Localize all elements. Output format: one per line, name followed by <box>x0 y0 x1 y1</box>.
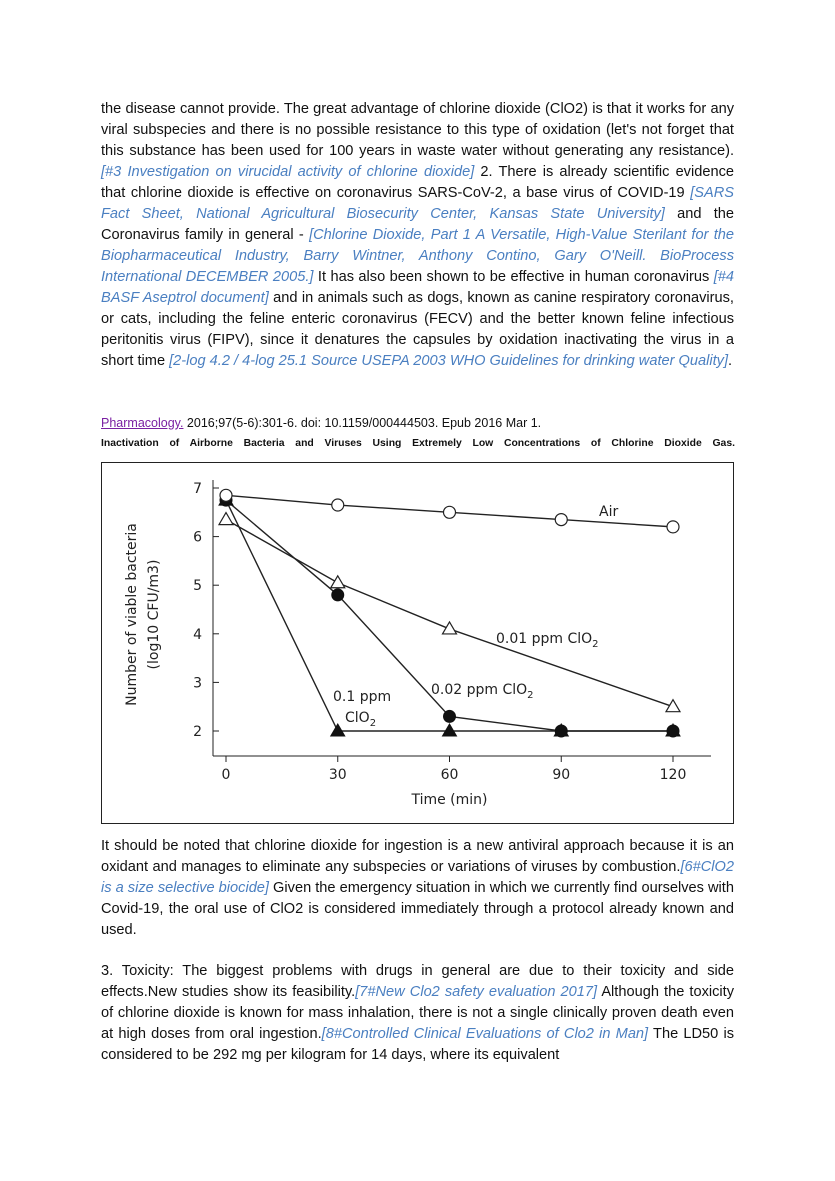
paragraph-toxicity <box>101 961 734 1066</box>
x-tick-label: 0 <box>221 767 231 783</box>
citation-link[interactable]: [7#New Clo2 safety evaluation 2017] <box>355 984 598 1000</box>
text-run: the disease cannot provide. The great advantage of chlorine dioxide (ClO2) is that it works for any viral subspecies and there is no possible resistance to this type of oxidation (let's not forget that this substance has been used for 100 years in waste water without generating any resistance). <box>101 101 734 159</box>
citation-link[interactable]: [Chlorine Dioxide, Part 1 A Versatile, High-Value Sterilant for the Biopharmaceutical Industry, Barry Wintner, Anthony Contino, Gary O'Neill. BioProcess International DECEMBER 2005.] <box>101 227 734 285</box>
data-point-0-02ppm <box>332 589 344 601</box>
text-run: It has also been shown to be effective in human coronavirus <box>313 269 714 285</box>
x-tick-label: 90 <box>552 767 571 783</box>
citation-link[interactable]: [6#ClO2 is a size selective biocide] <box>101 859 734 896</box>
data-point-0-02ppm <box>444 710 456 722</box>
text-run: 3. Toxicity: The biggest problems with drugs in general are due to their toxicity and side effects.New studies show its feasibility. <box>101 963 734 1000</box>
annotation-clo2: ClO$_2$ <box>345 710 377 729</box>
citation-link[interactable]: [8#Controlled Clinical Evaluations of Clo2 in Man] <box>321 1026 649 1042</box>
paragraph-ingestion <box>101 836 734 941</box>
x-tick-label: 120 <box>659 767 687 783</box>
y-axis-units: (log10 CFU/m3) <box>146 559 162 670</box>
data-point-air <box>220 489 232 501</box>
paragraph-chlorine-dioxide-efficacy <box>101 99 734 372</box>
annotation-0-1ppm: 0.1 ppm <box>333 689 392 705</box>
text-run: . <box>728 353 733 369</box>
reference-line <box>101 414 541 432</box>
data-point-0-1ppm <box>443 724 457 736</box>
y-tick-label: 2 <box>193 724 202 740</box>
journal-link[interactable]: Pharmacology. <box>101 416 184 430</box>
text-run: Although the toxicity of chlorine dioxide is known for mass inhalation, there is not a single clinically proven death even at high doses from oral ingestion. <box>101 984 734 1042</box>
citation-link[interactable]: [2-log 4.2 / 4-log 25.1 Source USEPA 2003 WHO Guidelines for drinking water Quality] <box>169 353 729 369</box>
line-chart <box>102 463 735 825</box>
annotation-0-02ppm: 0.02 ppm ClO$_2$ <box>431 682 534 701</box>
text-run: 2. There is already scientific evidence that chlorine dioxide is effective on coronavirus SARS-CoV-2, a base virus of COVID-19 <box>101 164 734 201</box>
data-point-0-01ppm <box>331 576 345 588</box>
citation-link[interactable]: [#3 Investigation on virucidal activity of chlorine dioxide] <box>101 164 475 180</box>
text-run: It should be noted that chlorine dioxide for ingestion is a new antiviral approach because it is an oxidant and manages to eliminate any subspecies or variations of viruses by combustion. <box>101 838 734 875</box>
series-line-1 <box>226 520 673 707</box>
data-point-0-01ppm <box>443 622 457 634</box>
text-run: The LD50 is considered to be 292 mg per kilogram for 14 days, where its equivalent <box>101 1026 734 1063</box>
y-tick-label: 7 <box>193 481 202 497</box>
annotation-0-01ppm: 0.01 ppm ClO$_2$ <box>496 631 599 650</box>
data-point-0-02ppm <box>555 725 567 737</box>
citation-link[interactable]: [#4 BASF Aseptrol document] <box>101 269 734 306</box>
y-tick-label: 6 <box>193 529 202 546</box>
data-point-air <box>555 514 567 526</box>
text-run: and in animals such as dogs, known as canine respiratory coronavirus, or cats, including the feline enteric coronavirus (FECV) and the better known feline infectious peritonitis virus (FIPV), since it denatures the capsules by oxidation inactivating the virus in a short time <box>101 290 734 369</box>
figure-bacteria-inactivation-chart <box>101 462 734 824</box>
y-tick-label: 4 <box>193 626 202 643</box>
y-tick-label: 5 <box>193 578 202 595</box>
y-tick-label: 3 <box>193 675 202 692</box>
x-tick-label: 60 <box>440 767 459 783</box>
annotation-air: Air <box>599 504 619 520</box>
citation-link[interactable]: [SARS Fact Sheet, National Agricultural Biosecurity Center, Kansas State University] <box>101 185 734 222</box>
y-axis-label: Number of viable bacteria <box>124 523 140 706</box>
x-axis-label: Time (min) <box>411 792 488 808</box>
text-run: Given the emergency situation in which we currently find ourselves with Covid-19, the oral use of ClO2 is considered immediately through a protocol already known and used. <box>101 880 734 938</box>
reference-details: 2016;97(5-6):301-6. doi: 10.1159/000444503. Epub 2016 Mar 1. <box>183 416 542 430</box>
data-point-air <box>667 521 679 533</box>
x-tick-label: 30 <box>328 767 347 783</box>
text-run: and the Coronavirus family in general - <box>101 206 734 243</box>
data-point-0-1ppm <box>331 724 345 736</box>
article-title: Inactivation of Airborne Bacteria and Viruses Using Extremely Low Concentrations of Chlorine Dioxide Gas. <box>101 438 735 449</box>
data-point-0-01ppm <box>219 513 233 525</box>
data-point-0-02ppm <box>667 725 679 737</box>
data-point-air <box>332 499 344 511</box>
data-point-air <box>444 506 456 518</box>
